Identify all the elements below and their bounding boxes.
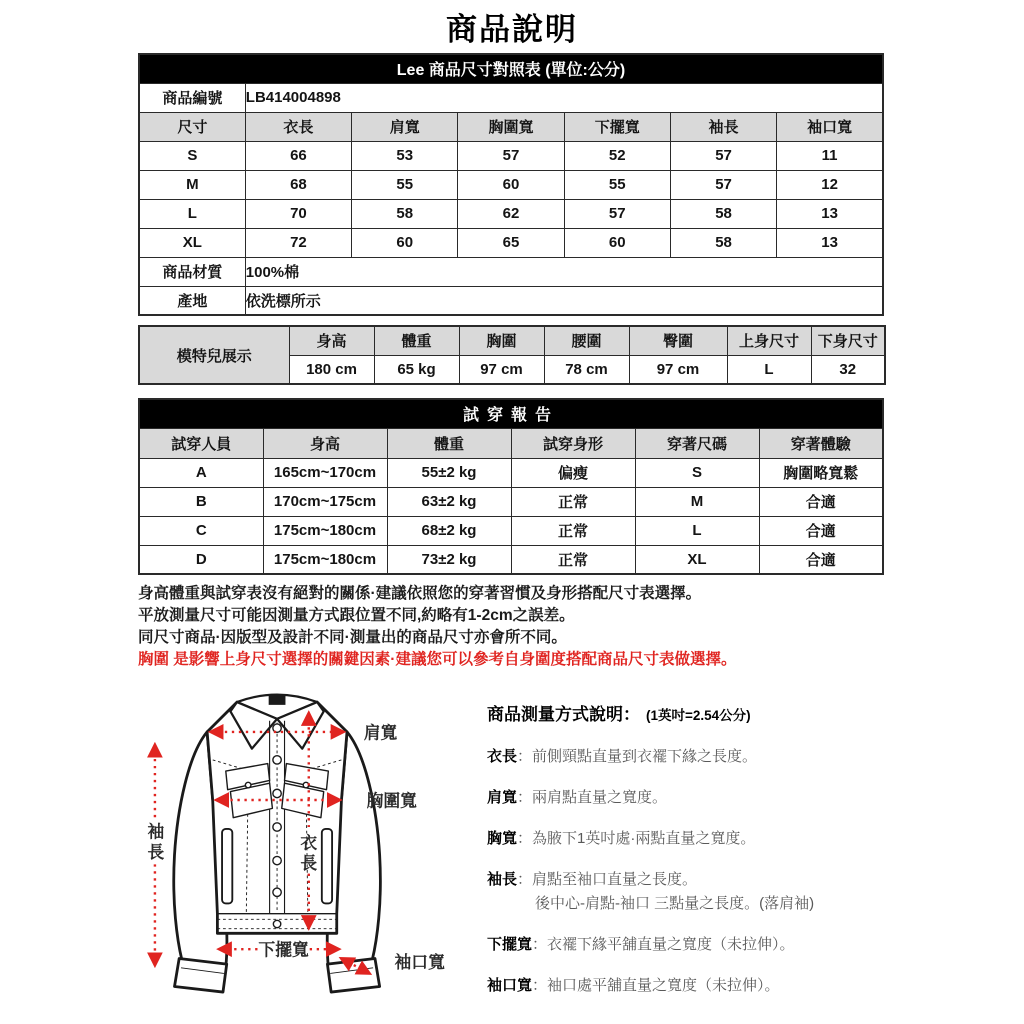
model-cell: 78 cm [544,355,629,384]
model-cell: 65 kg [374,355,459,384]
fit-cell: 胸圍略寬鬆 [759,458,883,487]
guide-heading-text: 商品測量方式說明： [487,705,640,724]
fit-cell: 偏瘦 [511,458,635,487]
column-header: 尺寸 [139,112,245,141]
size-label: L [139,199,245,228]
fit-cell: D [139,545,263,574]
note-line: 身高體重與試穿表沒有絕對的關係·建議依照您的穿著習慣及身形搭配尺寸表選擇。 [138,585,702,602]
fit-report-column-headers [139,428,883,458]
fit-cell: 正常 [511,487,635,516]
fit-cell: 合適 [759,487,883,516]
fit-row [139,545,883,574]
sleeve-length-label: 長 [147,842,165,862]
size-cell: 53 [352,141,458,170]
fit-report-table [138,398,884,575]
column-header: 試穿人員 [139,428,263,458]
column-header: 下擺寬 [564,112,670,141]
fit-cell: 正常 [511,516,635,545]
guide-desc: ：前側頸點直量到衣襬下緣之長度。 [517,748,758,765]
size-cell: 13 [777,228,883,257]
size-chart-header-bar: Lee 商品尺寸對照表 (單位:公分) [139,54,883,83]
fit-cell: 55±2 kg [387,458,511,487]
column-header: 體重 [374,326,459,355]
guide-term: 衣長 [487,748,518,765]
shoulder-width-label: 肩寬 [363,723,398,743]
size-row [139,170,883,199]
size-cell: 57 [564,199,670,228]
fit-cell: 175cm~180cm [263,516,387,545]
column-header: 袖口寬 [777,112,883,141]
model-cell: 97 cm [629,355,727,384]
size-cell: 52 [564,141,670,170]
fit-report-header-bar-row [139,399,883,428]
column-header: 試穿身形 [511,428,635,458]
length-label: 長 [300,853,318,873]
size-chart-header-bar-row [139,54,883,83]
size-chart-table [138,53,884,316]
size-cell: 12 [777,170,883,199]
guide-term: 胸寬 [487,830,518,847]
page-title: 商品說明 [446,12,578,47]
size-chart-column-headers [139,112,883,141]
column-header: 穿著體驗 [759,428,883,458]
model-cell: 180 cm [289,355,374,384]
size-cell: 57 [458,141,564,170]
size-label: M [139,170,245,199]
note-line: 平放測量尺寸可能因測量方式跟位置不同,約略有1-2cm之誤差。 [138,607,575,624]
size-cell: 70 [245,199,351,228]
size-label: XL [139,228,245,257]
column-header: 穿著尺碼 [635,428,759,458]
note-line-highlight: 胸圍 是影響上身尺寸選擇的關鍵因素·建議您可以參考自身圍度搭配商品尺寸表做選擇。 [138,651,737,668]
guide-term: 肩寬 [487,789,518,806]
guide-heading [487,700,917,725]
size-cell: 62 [458,199,564,228]
guide-desc: ：為腋下1英吋處·兩點直量之寬度。 [517,830,756,847]
product-no-label: 商品編號 [139,83,245,112]
guide-desc: ：兩肩點直量之寬度。 [517,789,668,806]
model-table [138,325,886,385]
jacket-diagram-svg [140,678,485,1018]
notes-section [138,583,1024,671]
fit-cell: XL [635,545,759,574]
material-row [139,257,883,286]
fit-cell: A [139,458,263,487]
size-label: S [139,141,245,170]
fit-cell: 170cm~175cm [263,487,387,516]
column-header: 上身尺寸 [727,326,811,355]
column-header: 體重 [387,428,511,458]
size-cell: 58 [670,199,776,228]
guide-term: 下擺寬 [487,936,533,953]
model-cell: 97 cm [459,355,544,384]
origin-row [139,286,883,315]
fit-cell: C [139,516,263,545]
guide-desc-line2: 後中心-肩點-袖口 三點量之長度。(落肩袖) [535,895,815,912]
column-header: 肩寬 [352,112,458,141]
size-cell: 58 [670,228,776,257]
column-header: 胸圍寬 [458,112,564,141]
size-cell: 65 [458,228,564,257]
size-row [139,141,883,170]
size-cell: 66 [245,141,351,170]
fit-row [139,516,883,545]
fit-cell: 正常 [511,545,635,574]
size-cell: 68 [245,170,351,199]
size-cell: 72 [245,228,351,257]
size-row [139,228,883,257]
fit-cell: B [139,487,263,516]
guide-item [487,827,917,848]
sleeve-length-label: 袖 [147,822,165,842]
column-header: 袖長 [670,112,776,141]
measurement-section [0,672,1024,1024]
measurement-guide [487,700,917,1015]
material-label: 商品材質 [139,257,245,286]
jacket-measurement-diagram [140,678,485,1023]
size-cell: 11 [777,141,883,170]
fit-cell: S [635,458,759,487]
size-row [139,199,883,228]
size-cell: 55 [352,170,458,199]
hem-width-label: 下擺寬 [258,940,309,960]
chest-width-label: 胸圍寬 [366,791,417,811]
fit-report-header-bar: 試穿報告 [139,399,883,428]
size-cell: 60 [458,170,564,199]
fit-row [139,487,883,516]
note-line: 同尺寸商品·因版型及設計不同·測量出的商品尺寸亦會所不同。 [138,629,567,646]
column-header: 身高 [263,428,387,458]
column-header: 臀圍 [629,326,727,355]
model-cell: 32 [811,355,885,384]
guide-desc: ：肩點至袖口直量之長度。 [517,871,698,888]
column-header: 衣長 [245,112,351,141]
guide-desc: ：衣襬下緣平舖直量之寬度（未拉伸）。 [532,936,795,953]
tables-section [138,53,884,575]
fit-cell: 合適 [759,545,883,574]
guide-item [487,786,917,807]
size-cell: 60 [352,228,458,257]
model-header-row [139,326,885,355]
fit-row [139,458,883,487]
guide-desc: ：袖口處平舖直量之寬度（未拉伸）。 [532,977,780,994]
product-no-value: LB414004898 [245,83,883,112]
guide-item [487,745,917,766]
guide-term: 袖口寬 [487,977,533,994]
guide-item [487,868,917,913]
origin-label: 產地 [139,286,245,315]
model-label: 模特兒展示 [139,326,289,384]
guide-heading-note: (1英吋=2.54公分) [646,708,751,723]
size-cell: 57 [670,170,776,199]
fit-cell: L [635,516,759,545]
fit-cell: M [635,487,759,516]
size-cell: 57 [670,141,776,170]
size-cell: 60 [564,228,670,257]
fit-cell: 175cm~180cm [263,545,387,574]
model-cell: L [727,355,811,384]
length-label: 衣 [300,833,318,853]
size-cell: 13 [777,199,883,228]
product-no-row [139,83,883,112]
fit-cell: 63±2 kg [387,487,511,516]
fit-cell: 68±2 kg [387,516,511,545]
guide-item [487,933,917,954]
fit-cell: 合適 [759,516,883,545]
origin-value: 依洗標所示 [245,286,883,315]
fit-cell: 165cm~170cm [263,458,387,487]
cuff-width-label: 袖口寬 [394,952,445,972]
guide-term: 袖長 [487,871,518,888]
column-header: 胸圍 [459,326,544,355]
column-header: 腰圍 [544,326,629,355]
size-cell: 55 [564,170,670,199]
size-cell: 58 [352,199,458,228]
column-header: 身高 [289,326,374,355]
column-header: 下身尺寸 [811,326,885,355]
fit-cell: 73±2 kg [387,545,511,574]
guide-item [487,974,917,995]
material-value: 100%棉 [245,257,883,286]
